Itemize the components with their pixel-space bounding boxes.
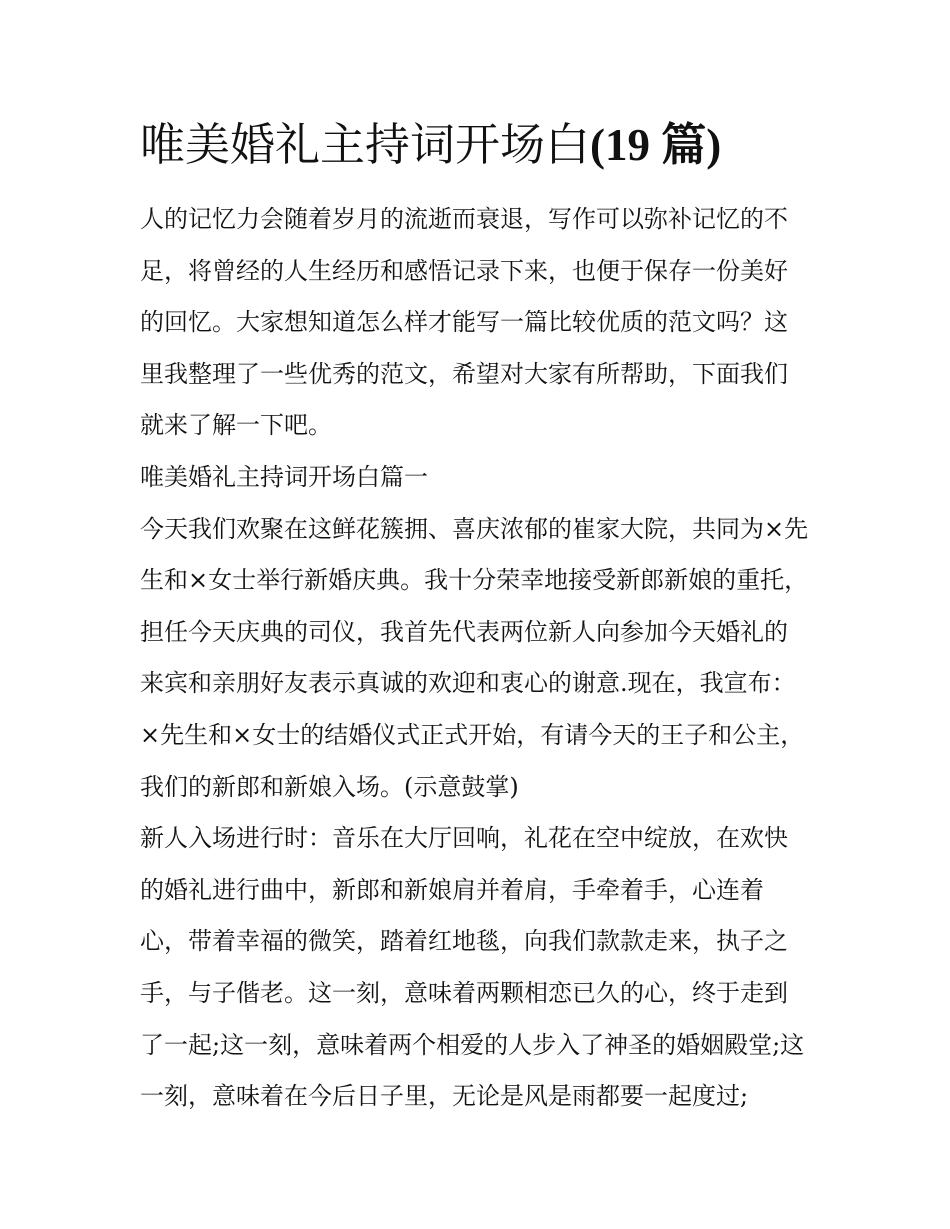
document-body [140, 194, 810, 1123]
title-count: (19 篇) [590, 120, 722, 170]
intro-paragraph: 人的记忆力会随着岁月的流逝而衰退，写作可以弥补记忆的不足，将曾经的人生经历和感悟记录下来，也便于保存一份美好的回忆。大家想知道怎么样才能写一篇比较优质的范文吗？这里我整理了一些优秀的范文，希望对大家有所帮助，下面我们就来了解一下吧。 [140, 205, 788, 440]
entrance-paragraph: 新人入场进行时：音乐在大厅回响，礼花在空中绽放，在欢快的婚礼进行曲中，新郎和新娘肩并着肩，手牵着手，心连着心，带着幸福的微笑，踏着红地毯，向我们款款走来，执子之手，与子偕老。这一刻，意味着两颗相恋已久的心，终于走到了一起;这一刻，意味着两个相爱的人步入了神圣的婚姻殿堂;这一刻，意味着在今后日子里，无论是风是雨都要一起度过; [140, 824, 805, 1111]
title-text: 唯美婚礼主持词开场白 [140, 118, 591, 171]
section-heading: 唯美婚礼主持词开场白篇一 [140, 462, 428, 491]
document-title [140, 112, 830, 178]
opening-paragraph: 今天我们欢聚在这鲜花簇拥、喜庆浓郁的崔家大院，共同为×先生和×女士举行新婚庆典。我十分荣幸地接受新郎新娘的重托，担任今天庆典的司仪，我首先代表两位新人向参加今天婚礼的来宾和亲朋好友表示真诚的欢迎和衷心的谢意.现在，我宣布：×先生和×女士的结婚仪式正式开始，有请今天的王子和公主，我们的新郎和新娘入场。(示意鼓掌) [140, 514, 809, 801]
